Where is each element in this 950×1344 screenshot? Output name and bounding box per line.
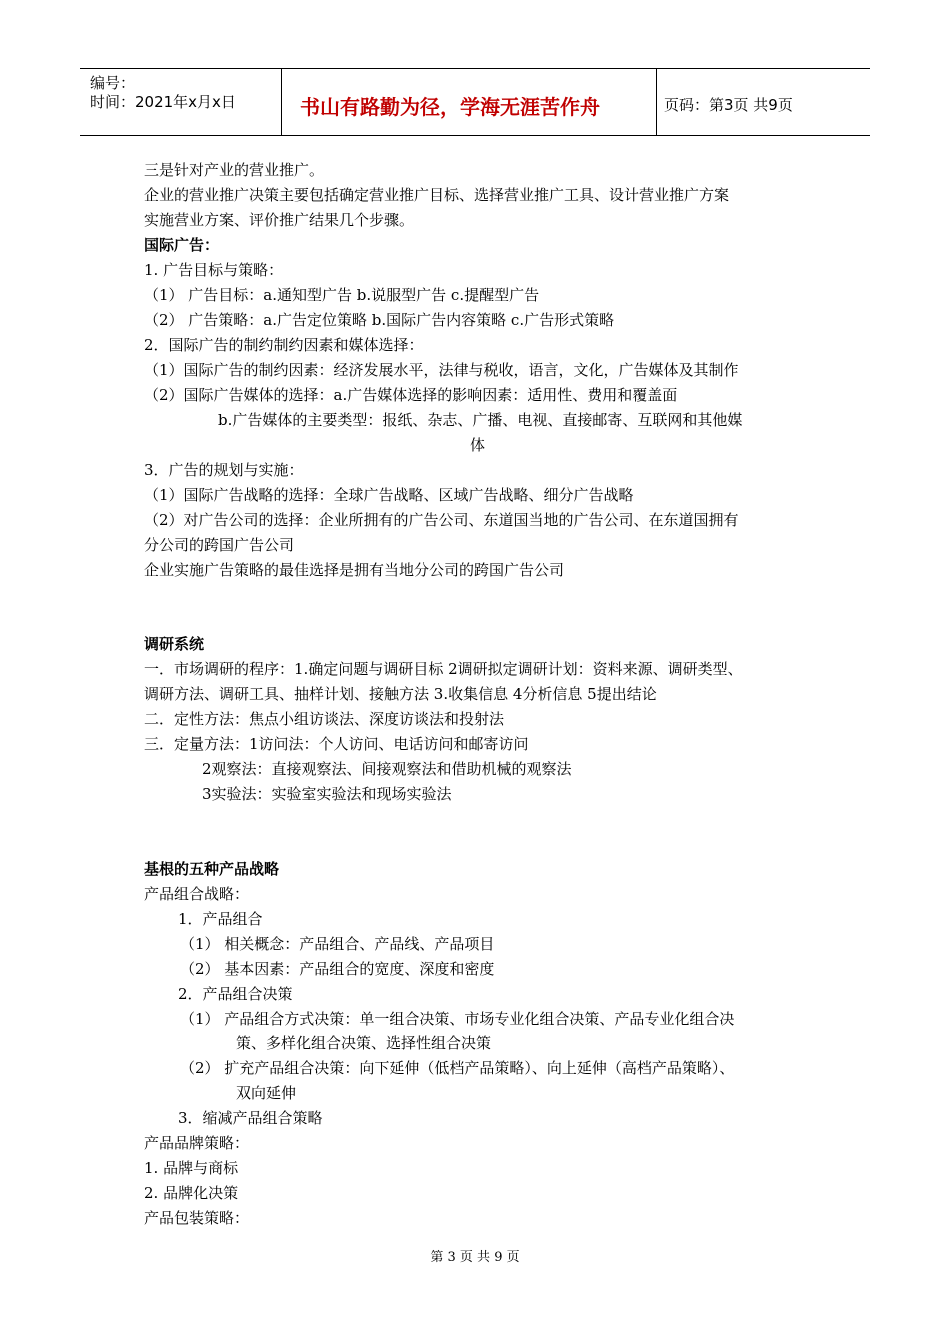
body-line: 产品品牌策略： (144, 1134, 250, 1152)
header-top-rule (80, 68, 870, 69)
body-line: 3．缩减产品组合策略 (178, 1109, 323, 1127)
section-heading-intl-ads: 国际广告： (144, 236, 220, 254)
header-motto: 书山有路勤为径，学海无涯苦作舟 (300, 95, 600, 119)
body-line: （2）国际广告媒体的选择：a.广告媒体选择的影响因素：适用性、费用和覆盖面 (144, 386, 678, 404)
body-line: b.广告媒体的主要类型：报纸、杂志、广播、电视、直接邮寄、互联网和其他媒 (218, 411, 743, 429)
body-line: 体 (470, 436, 486, 454)
page-info: 页码：第3页 共9页 (664, 96, 793, 114)
page-footer: 第 3 页 共 9 页 (430, 1250, 520, 1265)
header-divider-right (656, 68, 657, 136)
body-line: （2） 基本因素：产品组合的宽度、深度和密度 (180, 960, 495, 978)
body-line: （1） 广告目标：a.通知型广告 b.说服型广告 c.提醒型广告 (144, 286, 540, 304)
section-heading-research: 调研系统 (144, 635, 205, 653)
body-line: 三．定量方法：1访问法：个人访问、电话访问和邮寄访问 (144, 735, 529, 753)
body-line: （1） 产品组合方式决策：单一组合决策、市场专业化组合决策、产品专业化组合决 (180, 1010, 735, 1028)
body-line: 三是针对产业的营业推广。 (144, 161, 325, 179)
body-line: 一．市场调研的程序：1.确定问题与调研目标 2调研拟定调研计划：资料来源、调研类型、 (144, 660, 743, 678)
body-line: 分公司的跨国广告公司 (144, 536, 295, 554)
body-line: 2观察法：直接观察法、间接观察法和借助机械的观察法 (202, 760, 572, 778)
body-line: （1）国际广告的制约因素：经济发展水平，法律与税收，语言，文化，广告媒体及其制作 (144, 361, 739, 379)
body-line: 2．产品组合决策 (178, 985, 293, 1003)
body-line: 企业的营业推广决策主要包括确定营业推广目标、选择营业推广工具、设计营业推广方案 (144, 186, 730, 204)
body-line: 1. 广告目标与策略： (144, 261, 284, 279)
body-line: （2） 广告策略：a.广告定位策略 b.国际广告内容策略 c.广告形式策略 (144, 311, 615, 329)
document-time-label: 时间：2021年x月x日 (90, 93, 236, 111)
body-line: 1. 品牌与商标 (144, 1159, 239, 1177)
section-heading-product-strategy: 基根的五种产品战略 (144, 860, 280, 878)
body-line: （1） 相关概念：产品组合、产品线、产品项目 (180, 935, 495, 953)
header-divider-left (281, 68, 282, 136)
body-line: 产品组合战略： (144, 885, 250, 903)
body-line: 二．定性方法：焦点小组访谈法、深度访谈法和投射法 (144, 710, 505, 728)
body-line: 调研方法、调研工具、抽样计划、接触方法 3.收集信息 4分析信息 5提出结论 (144, 685, 657, 703)
body-line: 3实验法：实验室实验法和现场实验法 (202, 785, 452, 803)
document-number-label: 编号： (90, 74, 136, 92)
body-line: 2．国际广告的制约制约因素和媒体选择： (144, 336, 424, 354)
body-line: （1）国际广告战略的选择：全球广告战略、区域广告战略、细分广告战略 (144, 486, 634, 504)
body-line: 2. 品牌化决策 (144, 1184, 239, 1202)
body-line: （2） 扩充产品组合决策：向下延伸（低档产品策略）、向上延伸（高档产品策略）、 (180, 1059, 735, 1077)
body-line: 双向延伸 (236, 1084, 297, 1102)
body-line: 实施营业方案、评价推广结果几个步骤。 (144, 211, 415, 229)
body-line: 1．产品组合 (178, 910, 263, 928)
body-line: 3．广告的规划与实施： (144, 461, 304, 479)
body-line: （2）对广告公司的选择：企业所拥有的广告公司、东道国当地的广告公司、在东道国拥有 (144, 511, 739, 529)
body-line: 策、多样化组合决策、选择性组合决策 (236, 1034, 492, 1052)
body-line: 企业实施广告策略的最佳选择是拥有当地分公司的跨国广告公司 (144, 561, 565, 579)
header-bottom-rule (80, 135, 870, 136)
body-line: 产品包装策略： (144, 1209, 250, 1227)
